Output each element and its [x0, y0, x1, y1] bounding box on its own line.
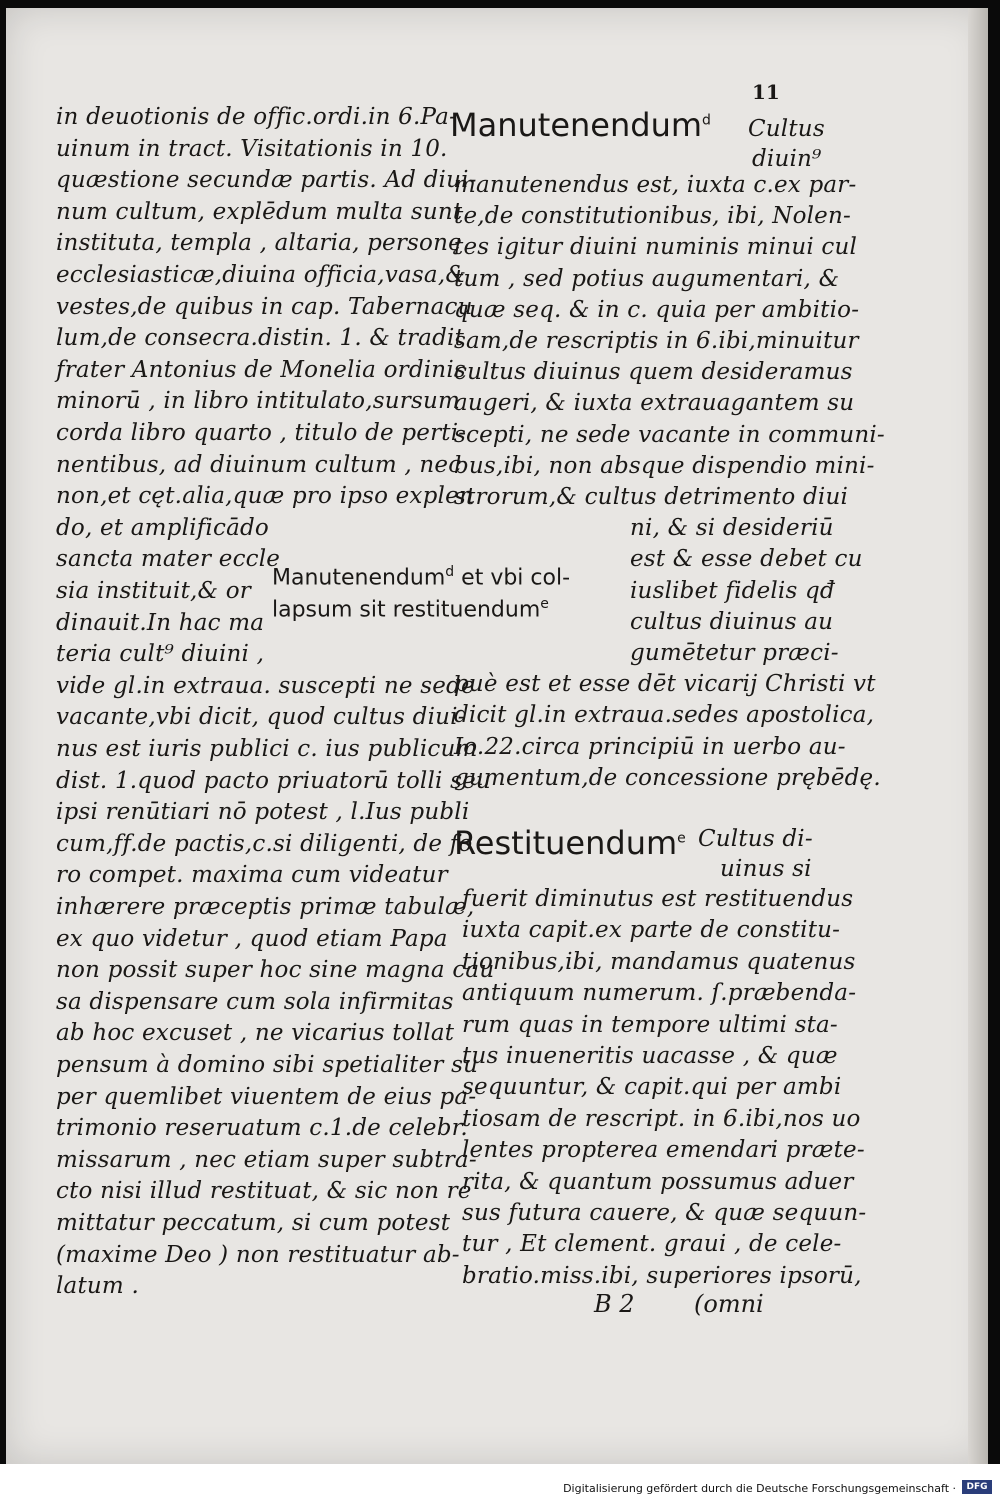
- right-column-line: quæ seq. & in c. quia per ambitio-: [454, 296, 860, 323]
- right-column-line: sus futura cauere, & quæ sequun-: [462, 1200, 867, 1226]
- right-column-line: augeri, & iuxta extrauagantem su: [454, 390, 855, 417]
- center-heading-line-1: [272, 564, 570, 590]
- left-column-line: vestes,de quibus in cap. Tabernacu: [56, 293, 473, 320]
- heading-restituendum-text: Restituendum: [454, 824, 678, 862]
- restituendum-gloss-1: Cultus di-: [698, 826, 813, 852]
- left-column-line: non,et cęt.alia,quæ pro ipso explen: [56, 483, 474, 510]
- left-column-line: ab hoc excuset , ne vicarius tollat: [56, 1020, 455, 1047]
- right-column-line: dicit gl.in extraua.sedes apostolica,: [454, 702, 875, 729]
- left-column-line: mittatur peccatum, si cum potest: [56, 1210, 451, 1236]
- right-column-line: est & esse debet cu: [630, 546, 863, 573]
- left-column-line: per quemlibet viuentem de eius pa-: [56, 1083, 477, 1110]
- right-column-line: ni, & si desideriū: [630, 515, 834, 542]
- catchword: (omni: [694, 1290, 764, 1318]
- left-column-line: sa dispensare cum sola infirmitas: [56, 988, 454, 1015]
- signature-mark: B 2: [594, 1290, 635, 1318]
- right-column-line: scepti, ne sede vacante in communi-: [454, 421, 885, 448]
- right-column-line: cultus diuinus quem desideramus: [454, 359, 853, 386]
- footnote-mark-e: e: [677, 830, 686, 847]
- left-column-line: sancta mater eccle: [56, 546, 281, 573]
- left-column-line: in deuotionis de offic.ordi.in 6.Pa-: [56, 104, 458, 130]
- left-column-line: vide gl.in extraua. suscepti ne sede: [56, 672, 475, 699]
- left-column-line: dinauit.In hac ma: [56, 609, 265, 636]
- left-column-line: cto nisi illud restituat, & sic non re: [56, 1178, 472, 1205]
- left-column-line: num cultum, explēdum multa sunt: [56, 198, 463, 225]
- right-column-line: tus inueneritis uacasse , & quæ: [462, 1043, 838, 1069]
- right-column-line: sam,de rescriptis in 6.ibi,minuitur: [454, 328, 859, 354]
- right-column-line: tes igitur diuini numinis minui cul: [454, 234, 858, 261]
- left-column-line: nus est iuris publici c. ius publicum: [56, 736, 478, 762]
- left-column-line: do, et amplificādo: [56, 514, 269, 541]
- left-column-line: dist. 1.quod pacto priuatorū tolli seu: [56, 767, 491, 794]
- left-column-line: ipsi renūtiari nō potest , l.Ius publi: [56, 799, 470, 826]
- right-column-line: sequuntur, & capit.qui per ambi: [462, 1074, 842, 1101]
- right-column-line: gumētetur præci-: [630, 640, 839, 666]
- left-column-line: minorū , in libro intitulato,sursum: [56, 388, 460, 415]
- right-column-line: fuerit diminutus est restituendus: [462, 886, 854, 912]
- left-column-line: ex quo videtur , quod etiam Papa: [56, 925, 448, 952]
- center-heading-line-2: [272, 596, 549, 622]
- restituendum-gloss-2: uinus si: [720, 856, 812, 882]
- left-column-line: uinum in tract. Visitationis in 10.: [56, 135, 448, 162]
- left-column-line: nentibus, ad diuinum cultum , nec: [56, 451, 462, 478]
- heading-restituendum: [454, 824, 686, 862]
- left-column-line: (maxime Deo ) non restituatur ab-: [56, 1241, 460, 1268]
- right-column-line: te,de constitutionibus, ibi, Nolen-: [454, 203, 851, 230]
- right-column-line: tiosam de rescript. in 6.ibi,nos uo: [462, 1105, 861, 1132]
- left-column-line: missarum , nec etiam super subtra-: [56, 1146, 477, 1173]
- footer-credit: Digitalisierung gefördert durch die Deutsche Forschungsgemeinschaft ·: [563, 1482, 956, 1495]
- left-column-line: frater Antonius de Monelia ordinis: [56, 356, 466, 383]
- heading-manutenendum-text: Manutenendum: [450, 106, 703, 144]
- page-number: 11: [752, 80, 780, 104]
- right-column-line: tur , Et clement. graui , de cele-: [462, 1231, 842, 1258]
- left-column-line: non possit super hoc sine magna cau: [56, 957, 495, 984]
- right-column-line: manutenendus est, iuxta c.ex par-: [454, 172, 857, 198]
- left-column-line: teria cult⁹ diuini ,: [56, 641, 265, 668]
- left-column-line: inhærere præceptis primæ tabulæ,: [56, 894, 475, 920]
- center-heading-restituendum: lapsum sit restituendum: [272, 597, 541, 623]
- left-column-line: ecclesiasticæ,diuina officia,vasa,&: [56, 262, 467, 288]
- right-column-line: rita, & quantum possumus aduer: [462, 1168, 854, 1195]
- right-column-line: iuxta capit.ex parte de constitu-: [462, 917, 841, 944]
- dfg-logo: DFG: [962, 1480, 992, 1494]
- manutenendum-gloss-1: Cultus: [748, 116, 825, 142]
- left-column-line: instituta, templa , altaria, personę: [56, 230, 462, 257]
- left-column-line: latum .: [56, 1273, 139, 1300]
- left-column-line: corda libro quarto , titulo de perti-: [56, 420, 467, 446]
- heading-manutenendum: [450, 106, 711, 144]
- right-column-line: tum , sed potius augumentari, &: [454, 265, 840, 292]
- left-column-line: vacante,vbi dicit, quod cultus diui-: [56, 704, 466, 731]
- right-column-line: bus,ibi, non absque dispendio mini-: [454, 452, 875, 479]
- right-column-line: puè est et esse dēt vicarij Christi vt: [454, 671, 876, 698]
- right-column-line: antiquum numerum. ſ.præbenda-: [462, 980, 857, 1007]
- footnote-mark-d: d: [702, 112, 711, 129]
- right-column-line: rum quas in tempore ultimi sta-: [462, 1011, 838, 1038]
- center-heading-et-vbi: et vbi col-: [461, 565, 571, 591]
- right-column-line: lentes propterea emendari præte-: [462, 1137, 865, 1164]
- book-page: [6, 8, 988, 1464]
- center-mark-e: e: [540, 596, 549, 612]
- right-column-line: Io.22.circa principiū in uerbo au-: [454, 733, 846, 760]
- right-column-line: cultus diuinus au: [630, 608, 834, 635]
- left-column-line: trimonio reseruatum c.1.de celebr.: [56, 1115, 468, 1142]
- page-edge: [968, 8, 988, 1464]
- right-column-line: tionibus,ibi, mandamus quatenus: [462, 948, 856, 975]
- center-mark-d: d: [445, 564, 455, 580]
- left-column-line: cum,ff.de pactis,c.si diligenti, de fo: [56, 830, 473, 857]
- left-column-line: sia instituit,& or: [56, 578, 251, 604]
- left-column-line: pensum à domino sibi spetialiter su: [56, 1052, 479, 1078]
- right-column-line: bratio.miss.ibi, superiores ipsorū,: [462, 1262, 862, 1289]
- left-column-line: lum,de consecra.distin. 1. & tradit: [56, 325, 465, 352]
- right-column-line: iuslibet fidelis qđ: [630, 577, 835, 604]
- manutenendum-gloss-2: diuin⁹: [752, 146, 822, 172]
- right-column-line: strorum,& cultus detrimento diui: [454, 484, 849, 510]
- right-column-line: gumentum,de concessione prębēdę.: [454, 764, 881, 791]
- left-column-line: ro compet. maxima cum videatur: [56, 862, 448, 889]
- center-heading-manutenendum: Manutenendum: [272, 565, 446, 591]
- left-column-line: quæstione secundæ partis. Ad diui-: [56, 167, 477, 194]
